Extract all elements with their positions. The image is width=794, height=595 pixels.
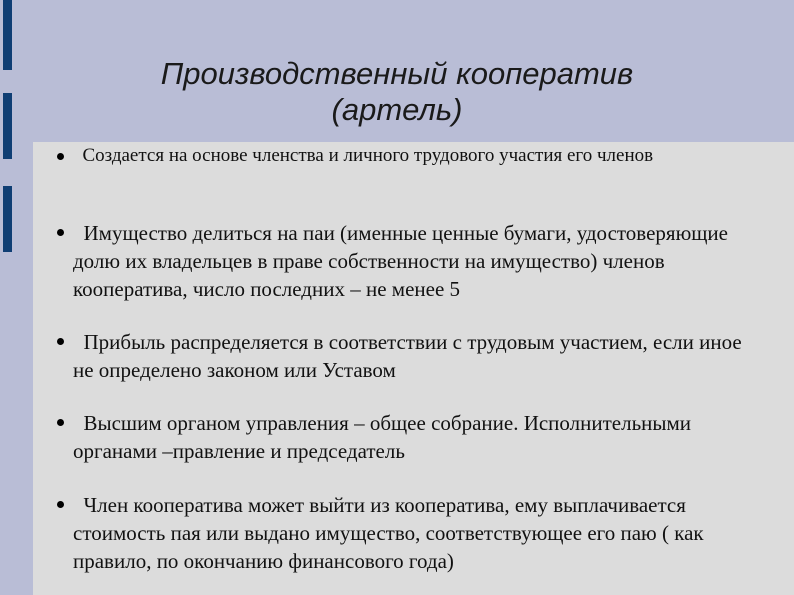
bullet-icon <box>57 501 64 508</box>
bullet-item-shares: Имущество делиться на паи (именные ценные бумаги, удостоверяющие долю их владельцев в праве собственности на имущество) членов кооператива, число последних – не менее 5 <box>73 221 734 301</box>
slide-title <box>40 56 754 128</box>
decor-bar <box>3 93 12 159</box>
bullet-item-profit: Прибыль распределяется в соответствии с трудовым участием, если иное не определено законом или Уставом <box>73 330 747 382</box>
decor-bar <box>3 186 12 252</box>
bullet-icon <box>57 338 64 345</box>
bullet-item-withdrawal: Член кооператива может выйти из кооператива, ему выплачивается стоимость пая или выдано имущество, соответствующее его паю ( как правило, по окончанию финансового года) <box>73 493 709 573</box>
decor-bar <box>3 0 12 70</box>
left-decoration-strip <box>0 0 20 595</box>
bullet-item-governance: Высшим органом управления – общее собрание. Исполнительными органами –правление и председатель <box>73 411 697 463</box>
bullet-icon <box>57 153 64 160</box>
slide-title-line1: Производственный кооператив <box>160 56 634 91</box>
slide-title-line2: (артель) <box>331 92 463 127</box>
bullet-icon <box>57 419 64 426</box>
bullet-icon <box>57 229 64 236</box>
bullet-item-membership: Создается на основе членства и личного трудового участия его членов <box>73 145 654 166</box>
